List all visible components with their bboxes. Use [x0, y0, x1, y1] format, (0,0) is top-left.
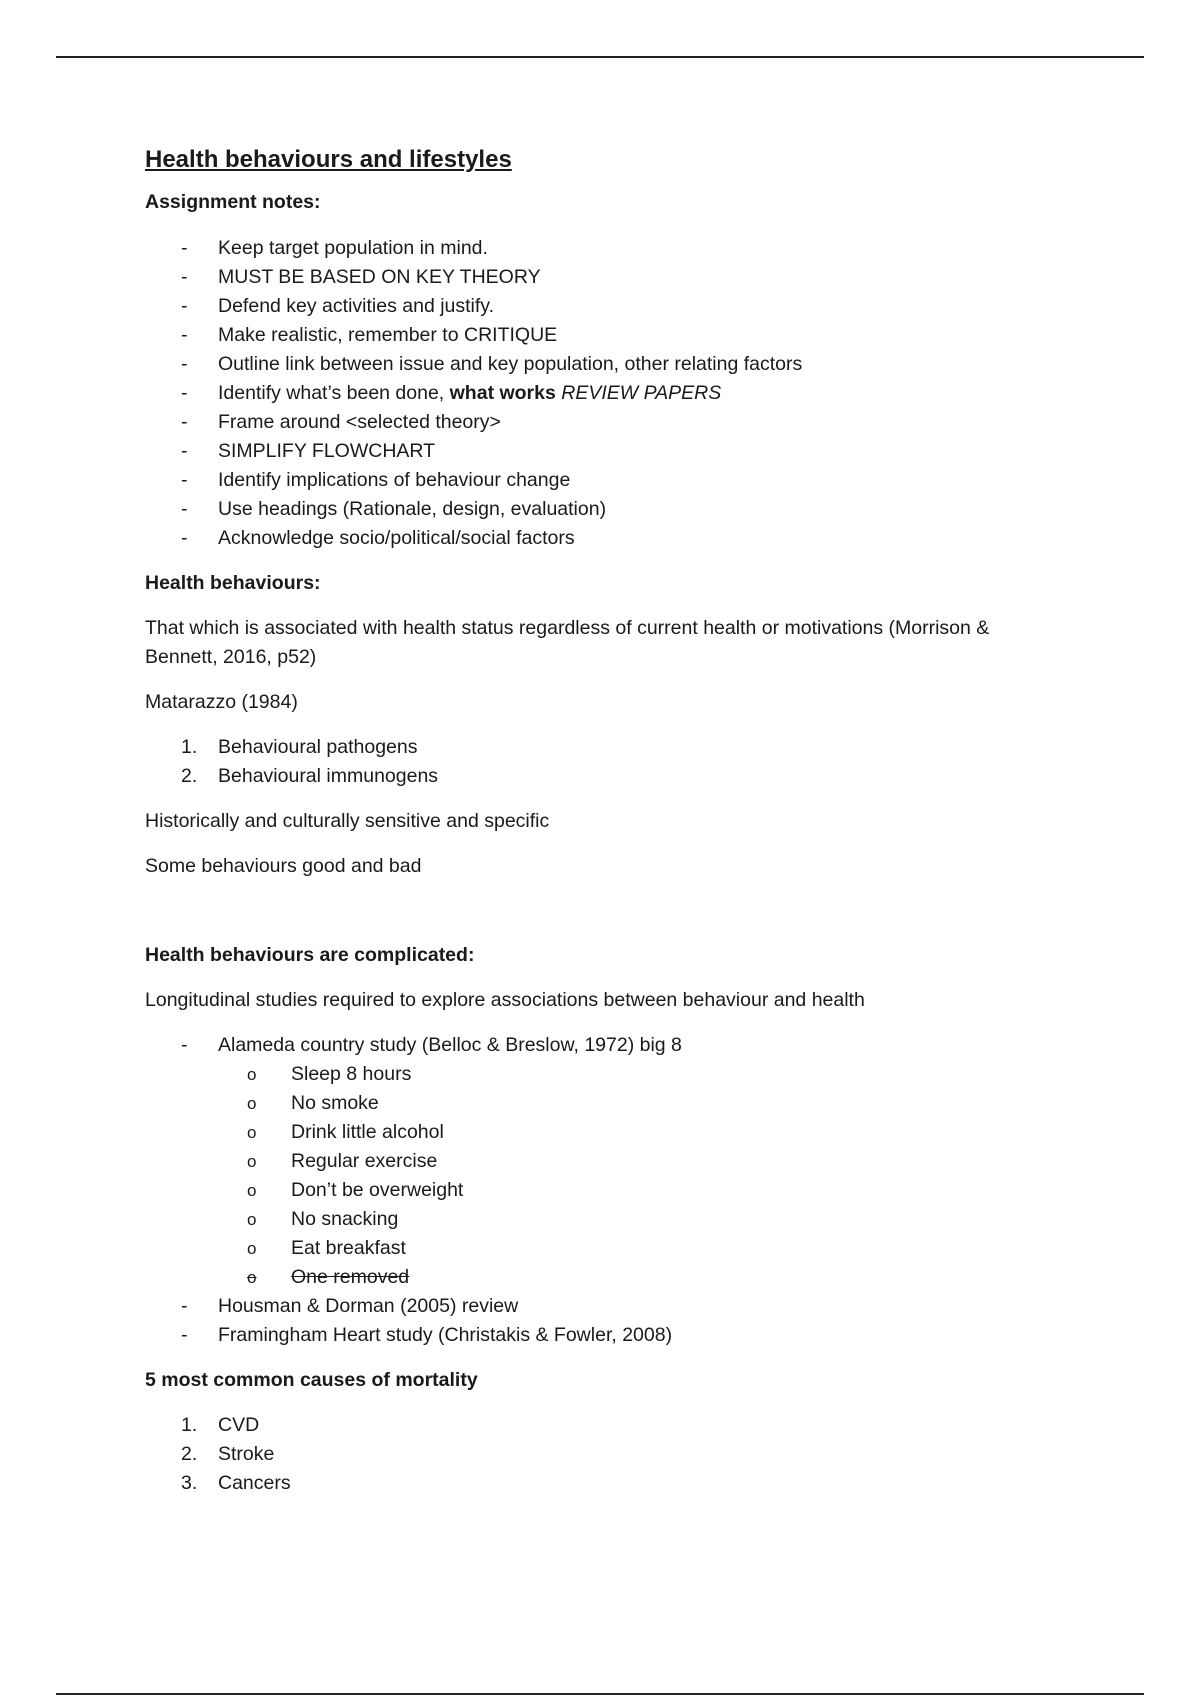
list-item: o No snacking: [247, 1208, 399, 1230]
longitudinal-intro: Longitudinal studies required to explore associations between behaviour and health: [145, 989, 865, 1011]
complicated-heading: Health behaviours are complicated:: [145, 944, 475, 966]
list-item: - Alameda country study (Belloc & Breslow, 1972) big 8 o Sleep 8 hours o No smoke o Drink little alcohol o Regular exercise o Don’t be overweight o No snacking o Eat breakfast o One removed: [145, 1031, 1065, 1292]
note-historically: Historically and culturally sensitive and specific: [145, 810, 550, 832]
list-item: - Defend key activities and justify.: [181, 295, 495, 317]
list-item: o Eat breakfast: [247, 1237, 406, 1259]
list-item: o Don’t be overweight: [247, 1179, 464, 1201]
list-item: - Acknowledge socio/political/social factors: [181, 527, 575, 549]
matarazzo-list: [145, 733, 1065, 791]
health-behaviours-definition: That which is associated with health status regardless of current health or motivations (Morrison & Bennett, 2016, p52): [145, 617, 990, 668]
studies-list: [145, 1031, 1065, 1350]
list-item: - Identify what’s been done, what works REVIEW PAPERS: [181, 382, 722, 404]
matarazzo-source: Matarazzo (1984): [145, 691, 298, 713]
list-item: 1. Behavioural pathogens: [181, 736, 418, 758]
list-item: 2. Behavioural immunogens: [181, 765, 439, 787]
mortality-heading: 5 most common causes of mortality: [145, 1369, 478, 1391]
list-item: 2. Stroke: [181, 1443, 275, 1465]
list-item: - Keep target population in mind.: [181, 237, 488, 259]
list-item: - SIMPLIFY FLOWCHART: [181, 440, 436, 462]
assignment-notes-heading: Assignment notes:: [145, 191, 321, 213]
list-item: o Drink little alcohol: [247, 1121, 444, 1143]
list-item: o No smoke: [247, 1092, 379, 1114]
list-item: o Sleep 8 hours: [247, 1063, 412, 1085]
list-item: - MUST BE BASED ON KEY THEORY: [181, 266, 541, 288]
document-body: [145, 144, 1065, 1498]
list-item: 1. CVD: [181, 1414, 260, 1436]
health-behaviours-heading: Health behaviours:: [145, 572, 321, 594]
list-item-removed: o One removed: [247, 1266, 410, 1288]
list-item: 3. Cancers: [181, 1472, 291, 1494]
assignment-notes-list: [145, 234, 1065, 553]
list-item: - Frame around <selected theory>: [181, 411, 501, 433]
note-good-bad: Some behaviours good and bad: [145, 855, 422, 877]
list-item: - Identify implications of behaviour change: [181, 469, 571, 491]
list-item: o Regular exercise: [247, 1150, 438, 1172]
list-item: - Outline link between issue and key population, other relating factors: [181, 353, 803, 375]
footer-rule: [56, 1693, 1144, 1695]
document-title: Health behaviours and lifestyles: [145, 146, 512, 173]
big8-list: [218, 1060, 1065, 1292]
list-item: - Use headings (Rationale, design, evaluation): [181, 498, 607, 520]
list-item: - Housman & Dorman (2005) review: [181, 1295, 519, 1317]
mortality-list: [145, 1411, 1065, 1498]
list-item: - Framingham Heart study (Christakis & Fowler, 2008): [181, 1324, 673, 1346]
list-item: - Make realistic, remember to CRITIQUE: [181, 324, 558, 346]
header-rule: [56, 56, 1144, 58]
